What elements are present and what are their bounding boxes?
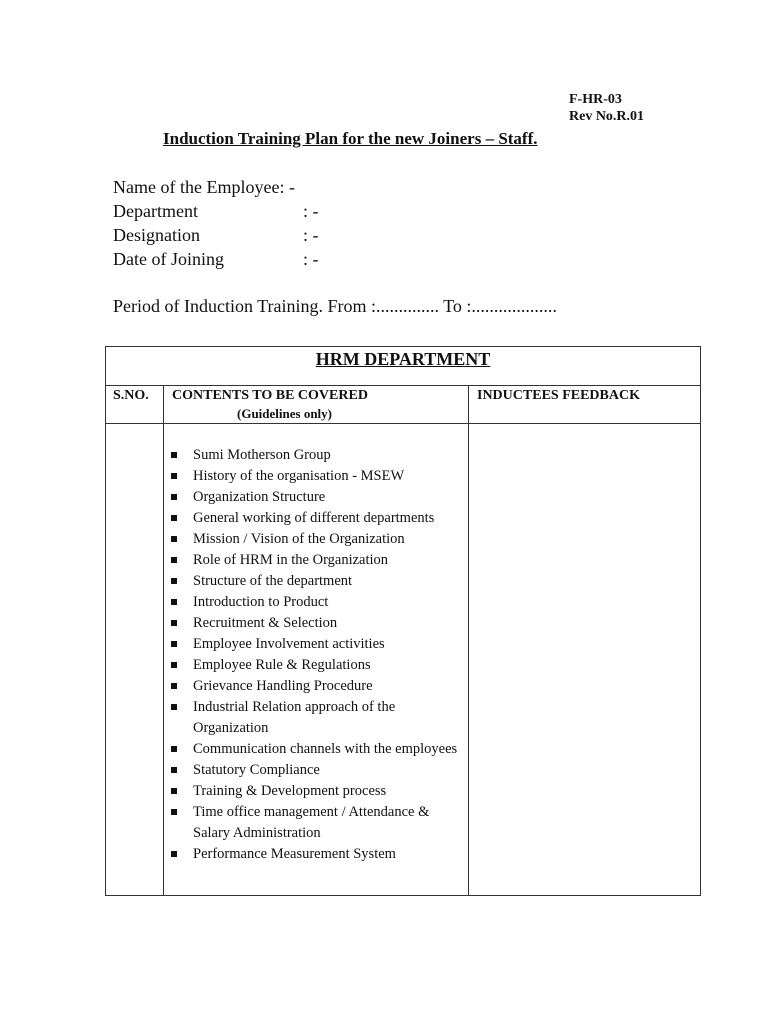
bullet-icon [171,641,177,647]
list-item [164,529,464,550]
bullet-icon [171,557,177,563]
document-title: Induction Training Plan for the new Joiners – Staff. [163,129,538,148]
department-heading: HRM DEPARTMENT [315,349,491,369]
bullet-icon [171,767,177,773]
list-item [164,487,464,508]
list-item-text: Organization Structure [193,489,326,505]
field-separator: : - [303,201,319,221]
field-separator: : - [279,177,295,197]
list-item [164,676,464,697]
list-item [164,550,464,571]
bullet-icon [171,578,177,584]
list-item-text: Statutory Compliance [193,762,320,778]
bullet-icon [171,494,177,500]
bullet-icon [171,515,177,521]
bullet-icon [171,809,177,815]
form-code: F-HR-03 [569,92,622,107]
list-item [164,802,464,844]
bullet-icon [171,746,177,752]
contents-list [164,445,464,865]
field-label: Date of Joining [113,249,224,269]
list-item-text: Mission / Vision of the Organization [193,531,405,547]
list-item [164,613,464,634]
list-item [164,739,464,760]
field-label: Designation [113,225,200,245]
list-item-text: Employee Rule & Regulations [193,657,371,673]
table-divider [106,423,700,424]
list-item [164,571,464,592]
field-department [113,201,319,222]
list-item-text: Training & Development process [193,783,387,799]
bullet-icon [171,662,177,668]
bullet-icon [171,851,177,857]
list-item-text: Grievance Handling Procedure [193,678,373,694]
list-item-text: Communication channels with the employees [193,741,458,757]
bullet-icon [171,473,177,479]
list-item [164,466,464,487]
field-employee-name [113,177,295,198]
list-item-text: Performance Measurement System [193,846,396,862]
training-period: Period of Induction Training. From :.............. To :................... [113,296,557,316]
list-item [164,760,464,781]
list-item [164,697,464,739]
bullet-icon [171,704,177,710]
list-item-text: Introduction to Product [193,594,329,610]
list-item [164,781,464,802]
list-item-text: Role of HRM in the Organization [193,552,389,568]
bullet-icon [171,452,177,458]
bullet-icon [171,788,177,794]
field-separator: : - [303,225,319,245]
list-item-text: Industrial Relation approach of the Organization [193,699,396,736]
column-header-sno: S.NO. [113,388,149,403]
field-label: Department [113,201,198,221]
list-item-text: Structure of the department [193,573,353,589]
column-divider [468,385,469,895]
revision-number: Rev No.R.01 [569,109,645,124]
list-item-text: Employee Involvement activities [193,636,385,652]
bullet-icon [171,599,177,605]
bullet-icon [171,620,177,626]
column-header-contents: CONTENTS TO BE COVERED [172,388,368,403]
field-label: Name of the Employee [113,177,280,197]
table-divider [106,385,700,386]
list-item [164,844,464,865]
list-item [164,592,464,613]
column-header-note: (Guidelines only) [237,406,332,421]
list-item [164,445,464,466]
field-date-of-joining [113,249,319,270]
bullet-icon [171,536,177,542]
bullet-icon [171,683,177,689]
column-header-feedback: INDUCTEES FEEDBACK [477,388,640,403]
list-item-text: General working of different departments [193,510,435,526]
list-item-text: Sumi Motherson Group [193,447,331,463]
induction-table [105,346,701,896]
list-item [164,634,464,655]
list-item-text: Time office management / Attendance & Salary Administration [193,804,430,841]
list-item [164,508,464,529]
list-item-text: Recruitment & Selection [193,615,338,631]
list-item [164,655,464,676]
list-item-text: History of the organisation - MSEW [193,468,405,484]
field-designation [113,225,319,246]
field-separator: : - [303,249,319,269]
